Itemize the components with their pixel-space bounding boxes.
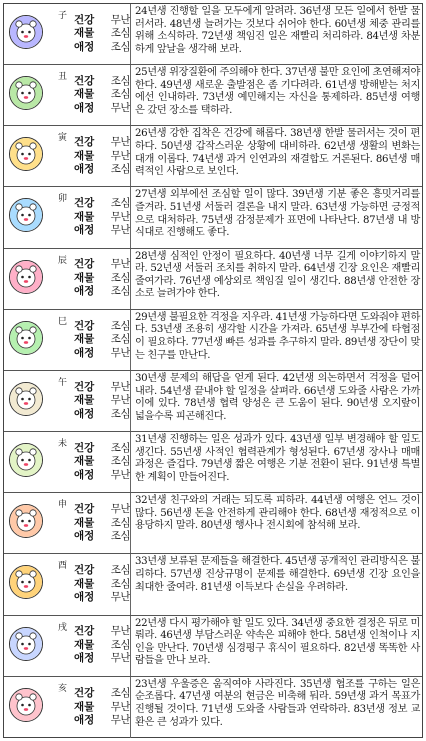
category-label: 애정	[74, 163, 95, 176]
category-item	[74, 625, 130, 639]
category-value: 무난	[110, 346, 130, 359]
category-value: 무난	[110, 394, 130, 407]
zodiac-cell	[4, 310, 72, 370]
category-label: 건강	[74, 136, 95, 149]
zodiac-row	[4, 65, 422, 126]
category-item	[74, 88, 130, 102]
category-value: 조심	[110, 516, 130, 529]
category-item	[74, 469, 130, 483]
category-value: 조심	[110, 271, 130, 284]
category-list	[72, 616, 130, 676]
zodiac-row	[4, 616, 422, 677]
category-label: 애정	[74, 224, 95, 237]
category-label: 애정	[74, 407, 95, 420]
fortune-text: 25년생 위장질환에 주의해야 한다. 37년생 불만 요인에 초연해져야 한다. 49년생 새로운 출발점은 좀 기다려라. 61년생 방해받는 처지에선 인내하라. 73년생 예민해지는 자신을 통제하라. 85년생 여행은 갔던 장소를 택하라.	[130, 65, 422, 125]
category-item	[74, 136, 130, 150]
zodiac-cell	[4, 4, 72, 64]
category-value: 조심	[110, 577, 130, 590]
category-value: 조심	[110, 40, 130, 53]
category-list	[72, 187, 130, 247]
category-item	[74, 455, 130, 469]
category-label: 애정	[74, 346, 95, 359]
category-item	[74, 258, 130, 272]
category-item	[74, 517, 130, 531]
category-label: 재물	[74, 455, 95, 468]
category-label: 재물	[74, 271, 95, 284]
category-item	[74, 150, 130, 164]
category-item	[74, 14, 130, 28]
category-item	[74, 639, 130, 653]
category-item	[74, 333, 130, 347]
category-label: 건강	[74, 13, 95, 26]
category-label: 애정	[74, 714, 95, 727]
category-list	[72, 4, 130, 64]
zodiac-row	[4, 249, 422, 310]
category-label: 애정	[74, 530, 95, 543]
zodiac-cell	[4, 187, 72, 247]
zodiac-cell	[4, 554, 72, 614]
zodiac-cell	[4, 371, 72, 431]
category-label: 재물	[74, 210, 95, 223]
rat-icon	[9, 15, 43, 49]
category-value: 무난	[110, 714, 130, 727]
category-item	[74, 687, 130, 701]
category-label: 건강	[74, 380, 95, 393]
category-value: 조심	[110, 163, 130, 176]
category-value: 무난	[110, 13, 130, 26]
category-label: 애정	[74, 101, 95, 114]
fortune-text: 32년생 친구와의 거래는 되도록 피하라. 44년생 여행은 언느 것이 많다. 56년생 돈을 안전하게 관리해야 한다. 68년생 재정적으로 이용당하지 말라. 80년생 행사나 전시회에 참석해 보라.	[130, 493, 422, 553]
category-label: 애정	[74, 468, 95, 481]
snake-icon	[9, 321, 43, 355]
category-item	[74, 442, 130, 456]
category-label: 건강	[74, 441, 95, 454]
zodiac-row	[4, 677, 422, 738]
category-item	[74, 197, 130, 211]
category-label: 애정	[74, 652, 95, 665]
zodiac-row	[4, 310, 422, 371]
category-list	[72, 371, 130, 431]
category-value: 조심	[110, 441, 130, 454]
category-label: 애정	[74, 285, 95, 298]
category-value: 무난	[110, 101, 130, 114]
zodiac-cell	[4, 249, 72, 309]
category-value: 무난	[110, 503, 130, 516]
category-value: 무난	[110, 591, 130, 604]
zodiac-character: 申	[58, 500, 68, 511]
rooster-icon	[9, 565, 43, 599]
fortune-text: 30년생 문제의 해답을 얻게 된다. 42년생 의논하면서 걱정을 덜어내라. 54년생 끝내야 할 일정을 살펴라. 66년생 도와줄 사람은 가까이에 있다. 78년생 협력 양성은 큰 도움이 된다. 90년생 오지랖이 넓을수록 피곤해진다.	[130, 371, 422, 431]
zodiac-character: 寅	[58, 133, 68, 144]
tiger-icon	[9, 137, 43, 171]
category-value: 무난	[110, 468, 130, 481]
zodiac-cell	[4, 677, 72, 738]
fortune-text: 24년생 진행할 일을 모두에게 알려라. 36년생 모든 일에서 한발 물러서라. 48년생 늘려가는 것보다 쉬어야 한다. 60년생 체중 관리를 위해 소식하라. 72년생 책임진 일은 재빨리 처리하라. 84년생 차분하게 앞날을 생각해 보라.	[130, 4, 422, 64]
fortune-text: 29년생 불필요한 걱정을 지우라. 41년생 가능하다면 도와줘야 편하다. 53년생 조용히 생각할 시간을 가져라. 65년생 부부간에 타협점이 필요하다. 77년생 빠른 성과를 추구하지 말라. 89년생 장단이 맞는 친구를 만난다.	[130, 310, 422, 370]
category-item	[74, 591, 130, 605]
category-value: 조심	[110, 74, 130, 87]
category-label: 재물	[74, 88, 95, 101]
category-value: 조심	[110, 407, 130, 420]
zodiac-row	[4, 187, 422, 248]
category-item	[74, 564, 130, 578]
zodiac-cell	[4, 616, 72, 676]
fortune-text: 22년생 다시 평가해야 할 일도 있다. 34년생 중요한 결정은 뒤로 미뤄라. 46년생 부담스러운 약속은 피해야 한다. 58년생 인척이나 지인을 만난다. 70년생 심경평구 휴식이 필요하다. 82년생 똑똑한 사람들을 만나 보라.	[130, 616, 422, 676]
zodiac-cell	[4, 126, 72, 186]
zodiac-cell	[4, 65, 72, 125]
category-list	[72, 310, 130, 370]
category-list	[72, 432, 130, 492]
category-item	[74, 503, 130, 517]
zodiac-row	[4, 493, 422, 554]
category-item	[74, 75, 130, 89]
dog-icon	[9, 627, 43, 661]
category-item	[74, 347, 130, 361]
zodiac-character: 午	[58, 377, 68, 388]
zodiac-row	[4, 126, 422, 187]
category-value: 조심	[110, 333, 130, 346]
category-label: 재물	[74, 333, 95, 346]
category-list	[72, 677, 130, 738]
category-value: 조심	[110, 285, 130, 298]
zodiac-row	[4, 432, 422, 493]
category-value: 조심	[110, 455, 130, 468]
zodiac-character: 戌	[58, 622, 68, 633]
category-label: 재물	[74, 577, 95, 590]
category-item	[74, 272, 130, 286]
category-value: 무난	[110, 210, 130, 223]
category-label: 재물	[74, 638, 95, 651]
category-label: 재물	[74, 27, 95, 40]
category-list	[72, 249, 130, 309]
category-label: 건강	[74, 258, 95, 271]
sheep-icon	[9, 443, 43, 477]
category-item	[74, 652, 130, 666]
category-item	[74, 320, 130, 334]
category-value: 무난	[110, 136, 130, 149]
ox-icon	[9, 76, 43, 110]
fortune-text: 26년생 강한 집착은 건강에 해롭다. 38년생 한발 물러서는 것이 편하다. 50년생 갑작스러운 상황에 대비하라. 62년생 생활의 변화는 대개 이롭다. 74년생 과거 인연과의 재결합도 거론된다. 86년생 매력적인 사람으로 보인다.	[130, 126, 422, 186]
pig-icon	[9, 688, 43, 722]
fortune-text: 31년생 진행하는 일은 성과가 있다. 43년생 일부 변경해야 할 일도 생긴다. 55년생 사적인 협력관계가 형성된다. 67년생 장사나 매매 과정은 즐겁다. 79년생 짧은 여행은 기분 전환이 된다. 91년생 특별한 계획이 만들어진다.	[130, 432, 422, 492]
category-value: 조심	[110, 197, 130, 210]
category-item	[74, 701, 130, 715]
category-value: 조심	[110, 564, 130, 577]
fortune-text: 23년생 우울증은 움직여야 사라진다. 35년생 협조를 구하는 일은 순조롭다. 47년생 여분의 현금은 비축해 둬라. 59년생 과거 목표가 진행될 것이다. 71년생 도와줄 사람들과 연락하라. 83년생 정보 교환은 큰 성과가 있다.	[130, 677, 422, 738]
category-value: 조심	[110, 687, 130, 700]
monkey-icon	[9, 504, 43, 538]
category-item	[74, 163, 130, 177]
zodiac-character: 亥	[58, 683, 68, 694]
zodiac-character: 子	[58, 11, 68, 21]
category-value: 조심	[110, 638, 130, 651]
category-value: 무난	[110, 652, 130, 665]
category-label: 재물	[74, 149, 95, 162]
category-label: 재물	[74, 700, 95, 713]
zodiac-row	[4, 371, 422, 432]
zodiac-cell	[4, 432, 72, 492]
category-label: 재물	[74, 516, 95, 529]
horoscope-table	[3, 3, 423, 738]
category-item	[74, 408, 130, 422]
category-label: 애정	[74, 40, 95, 53]
category-label: 애정	[74, 591, 95, 604]
category-label: 건강	[74, 564, 95, 577]
category-item	[74, 211, 130, 225]
category-label: 재물	[74, 394, 95, 407]
category-label: 건강	[74, 319, 95, 332]
category-value: 무난	[110, 700, 130, 713]
category-value: 조심	[110, 88, 130, 101]
dragon-icon	[9, 260, 43, 294]
category-item	[74, 27, 130, 41]
category-label: 건강	[74, 625, 95, 638]
category-item	[74, 530, 130, 544]
category-label: 건강	[74, 74, 95, 87]
category-value: 무난	[110, 149, 130, 162]
fortune-text: 28년생 심적인 안정이 필요하다. 40년생 너무 길게 이야기하지 말라. 52년생 서둘러 조치를 취하지 말라. 64년생 긴장 요인은 재빨리 줄여가라. 76년생 예상외로 책임질 일이 생긴다. 88년생 안전한 장소로 늘려가야 한다.	[130, 249, 422, 309]
category-item	[74, 578, 130, 592]
category-item	[74, 102, 130, 116]
zodiac-character: 辰	[58, 255, 68, 266]
fortune-text: 33년생 보류된 문제들을 해결한다. 45년생 공개적인 관리방식은 불리하다. 57년생 진상규명이 문제를 해결한다. 69년생 긴장 요인을 최대한 줄여라. 81년생 이득보다 손실을 우려하라.	[130, 554, 422, 614]
category-list	[72, 126, 130, 186]
zodiac-character: 丑	[58, 72, 68, 83]
category-value: 무난	[110, 258, 130, 271]
category-label: 건강	[74, 687, 95, 700]
category-value: 조심	[110, 319, 130, 332]
category-item	[74, 41, 130, 55]
zodiac-character: 巳	[58, 316, 68, 327]
category-item	[74, 224, 130, 238]
category-value: 무난	[110, 224, 130, 237]
zodiac-character: 酉	[58, 561, 68, 572]
category-list	[72, 65, 130, 125]
category-label: 건강	[74, 197, 95, 210]
zodiac-row	[4, 554, 422, 615]
zodiac-character: 未	[58, 439, 68, 450]
category-list	[72, 493, 130, 553]
category-value: 무난	[110, 625, 130, 638]
zodiac-character: 卯	[58, 194, 68, 205]
category-item	[74, 285, 130, 299]
horse-icon	[9, 382, 43, 416]
category-value: 조심	[110, 530, 130, 543]
category-value: 무난	[110, 380, 130, 393]
category-item	[74, 714, 130, 728]
category-item	[74, 381, 130, 395]
zodiac-row	[4, 4, 422, 65]
fortune-text: 27년생 외부에선 조심할 일이 많다. 39년생 기분 좋은 흥밋거리를 즐겨라. 51년생 서둘러 결론을 내지 말라. 63년생 가능하면 긍정적으로 대처하라. 75년생 감정문제가 표면에 나타난다. 87년생 내 방식대로 진행해도 좋다.	[130, 187, 422, 247]
category-item	[74, 394, 130, 408]
category-list	[72, 554, 130, 614]
rabbit-icon	[9, 198, 43, 232]
zodiac-cell	[4, 493, 72, 553]
category-label: 건강	[74, 503, 95, 516]
category-value: 조심	[110, 27, 130, 40]
